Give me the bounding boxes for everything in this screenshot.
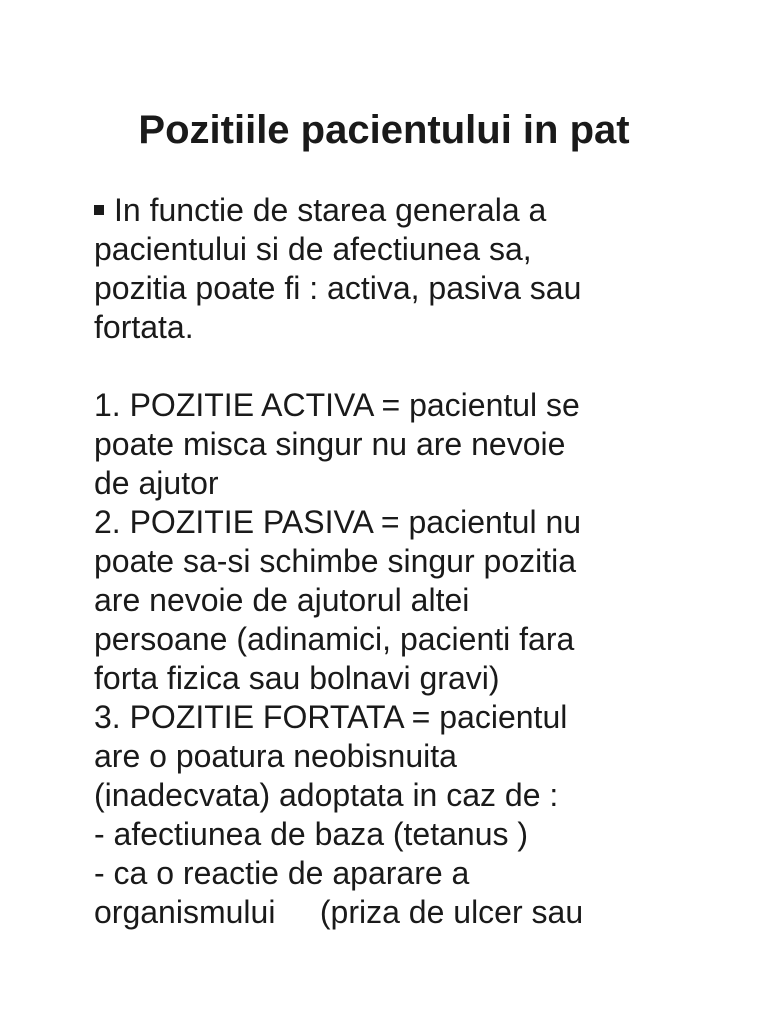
bullet-square-icon (94, 205, 104, 215)
intro-line-4: fortata. (94, 309, 194, 345)
body-line-3: de ajutor (94, 465, 219, 501)
body-line-5: poate sa-si schimbe singur pozitia (94, 543, 577, 579)
intro-line-3: pozitia poate fi : activa, pasiva sau (94, 270, 582, 306)
body-line-14: organismului (priza de ulcer sau (94, 894, 584, 930)
body-line-1: 1. POZITIE ACTIVA = pacientul se (94, 387, 580, 423)
body-line-10: are o poatura neobisnuita (94, 738, 457, 774)
document-body (94, 191, 754, 932)
body-line-13: - ca o reactie de aparare a (94, 855, 470, 891)
body-line-7: persoane (adinamici, pacienti fara (94, 621, 575, 657)
paragraph-gap (94, 347, 754, 386)
intro-line-1 (94, 191, 754, 230)
body-line-12: - afectiunea de baza (tetanus ) (94, 816, 529, 852)
body-line-9: 3. POZITIE FORTATA = pacientul (94, 699, 568, 735)
body-line-8: forta fizica sau bolnavi gravi) (94, 660, 500, 696)
intro-line-2: pacientului si de afectiunea sa, (94, 231, 532, 267)
page-title: Pozitiile pacientului in pat (138, 108, 630, 152)
intro-line-1-text: In functie de starea generala a (114, 192, 547, 228)
body-line-4: 2. POZITIE PASIVA = pacientul nu (94, 504, 582, 540)
body-line-6: are nevoie de ajutorul altei (94, 582, 470, 618)
body-line-2: poate misca singur nu are nevoie (94, 426, 566, 462)
body-line-11: (inadecvata) adoptata in caz de : (94, 777, 559, 813)
